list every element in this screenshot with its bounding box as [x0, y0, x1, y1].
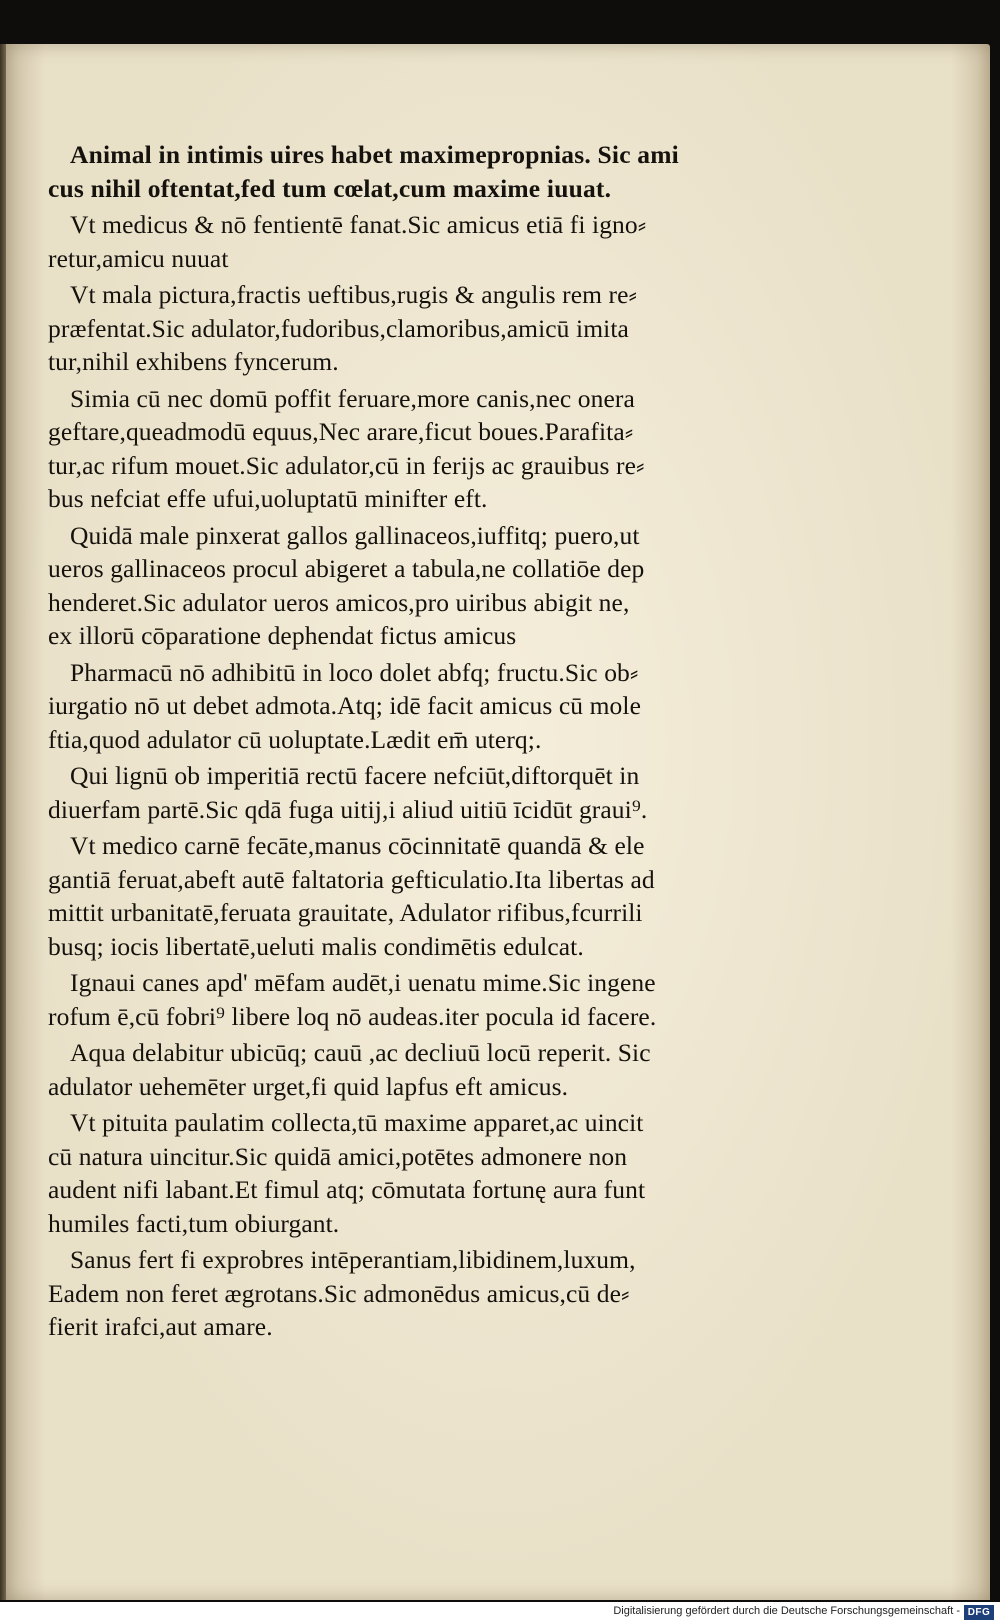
dfg-logo-icon[interactable]: DFG [964, 1605, 994, 1620]
footer-bar [0, 1602, 1000, 1624]
paragraph: Vt medico carnē fecāte,manus cōcinnitatē quandā & ele gantiā feruat,abeft autē faltatoria gefticulatio.Ita libertas ad mittit urbanitatē,feruata grauitate, Adulator rifibus,fcurrili busq; iocis libertatē,ueluti malis condimētis edulcat. [48, 831, 655, 961]
paragraph: Ignaui canes apd' mēfam audēt,i uenatu mime.Sic ingene rofum ē,cū fobri⁹ libere loq nō audeas.iter pocula id facere. [48, 968, 657, 1031]
paragraph: Quidā male pinxerat gallos gallinaceos,iuffitq; puero,ut ueros gallinaceos procul abigeret a tabula,ne collatiōe dep henderet.Sic adulator ueros amicos,pro uiribus abigit ne, ex illorū cōparatione dephendat fictus amicus [48, 520, 645, 650]
paragraph: Vt pituita paulatim collecta,tū maxime apparet,ac uincit cū natura uincitur.Sic quidā amici,potētes admonere non audent nifi labant.Et fimul atq; cōmutata fortunę aura funt humiles facti,tum obiurgant. [48, 1108, 646, 1238]
footer-credit: Digitalisierung gefördert durch die Deutsche Forschungsgemeinschaft - [613, 1605, 960, 1617]
paragraph: Aqua delabitur ubicūq; cauū ,ac decliuū locū reperit. Sic adulator uehemēter urget,fi quid lapfus eft amicus. [48, 1038, 651, 1101]
page-text-block [48, 138, 768, 1347]
paragraph: Vt medicus & nō fentientē fanat.Sic amicus etiā fi igno⸗ retur,amicu nuuat [48, 210, 647, 273]
paragraph: Qui lignū ob imperitiā rectū facere nefciūt,diftorquēt in diuerfam partē.Sic qdā fuga uitij,i aliud uitiū īcidūt graui⁹. [48, 761, 648, 824]
paragraph: Sanus fert fi exprobres intēperantiam,libidinem,luxum, Eadem non feret ægrotans.Sic admonēdus amicus,cū de⸗ fierit irafci,aut amare. [48, 1245, 636, 1341]
paragraph: Simia cū nec domū poffit feruare,more canis,nec onera geftare,queadmodū equus,Nec arare,ficut boues.Parafita⸗ tur,ac rifum mouet.Sic adulator,cū in ferijs ac grauibus re⸗ bus nefciat effe ufui,uoluptatū minifter eft. [48, 383, 645, 513]
paragraph: Pharmacū nō adhibitū in loco dolet abfq; fructu.Sic ob⸗ iurgatio nō ut debet admota.Atq; idē facit amicus cū mole ftia,quod adulator cū uoluptate.Lædit em̄ uterq;. [48, 657, 641, 754]
paragraph: Animal in intimis uires habet maximepropnias. Sic ami cus nihil oftentat,fed tum cœlat,cum maxime iuuat. [48, 140, 679, 203]
paragraph: Vt mala pictura,fractis ueftibus,rugis & angulis rem re⸗ præfentat.Sic adulator,fudoribus,clamoribus,amicū imita tur,nihil exhibens fyncerum. [48, 280, 638, 376]
